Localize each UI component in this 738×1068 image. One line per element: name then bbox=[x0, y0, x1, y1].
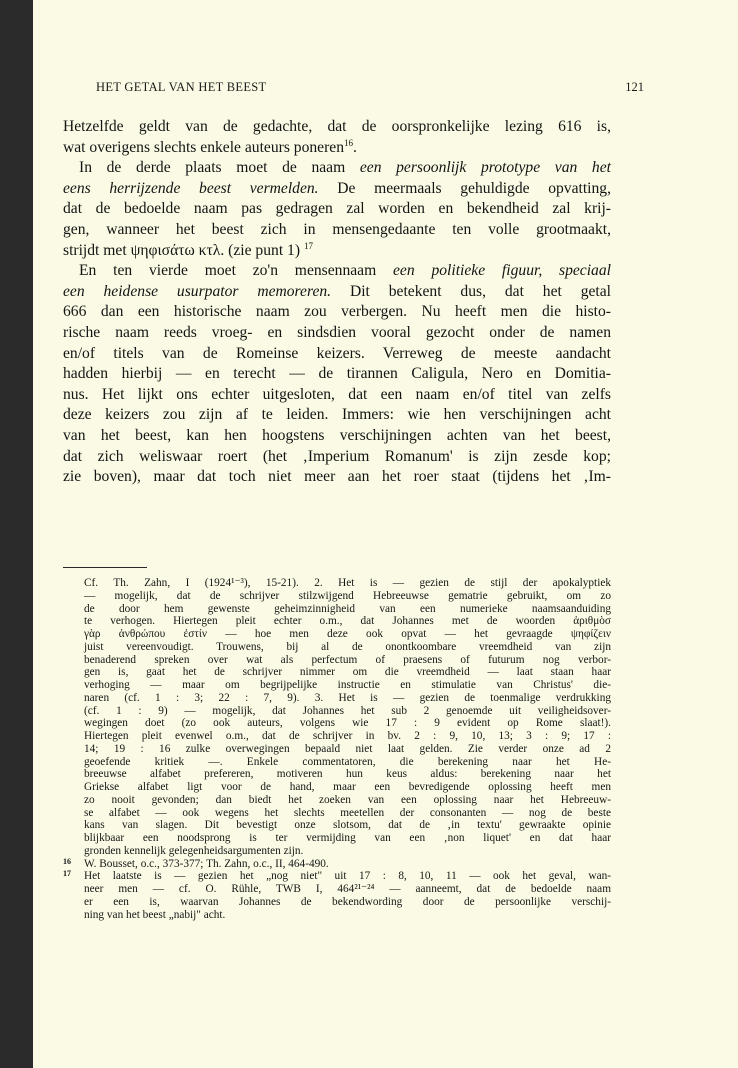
text-line: een heidense usurpator memoreren. Dit betekent dus, dat het getal bbox=[63, 282, 611, 300]
footnote-line: er een is, waarvan Johannes de bekendwording door de persoonlijke verschij- bbox=[84, 895, 611, 908]
footnote-continuation bbox=[63, 577, 611, 858]
italic-phrase: eens herrijzende beest vermelden. bbox=[63, 179, 319, 197]
footnote-ref: 16 bbox=[344, 137, 354, 148]
footnote-line: Het laatste is — gezien het „nog niet" uit 17 : 8, 10, 11 — ook het geval, wan- bbox=[84, 870, 611, 883]
italic-phrase: een persoonlijk prototype van het bbox=[359, 159, 611, 177]
footnote-line: — mogelijk, dat de schrijver stilzwijgend Hebreeuwse gematrie gebruikt, om zo bbox=[84, 589, 611, 602]
page-header bbox=[96, 80, 644, 100]
italic-phrase: een politieke figuur, speciaal bbox=[393, 262, 611, 280]
footnote-number: 16 bbox=[63, 856, 71, 866]
footnote-line: Hiertegen pleit evenwel o.m., dat de schrijver in bv. 2 : 9, 10, 13; 3 : 9; 17 : bbox=[84, 730, 611, 742]
text-line: strijdt met ψηφισάτω κτλ. (zie punt 1) $^{17}$ bbox=[63, 240, 313, 259]
footnote-line: breeuwse alfabet prefereren, motiveren hun keus aldus: berekening naar het bbox=[84, 768, 611, 781]
text-line: dat de bedoelde naam pas gedragen zal worden en bekendheid zal krij- bbox=[63, 200, 611, 218]
footnote-line: gronden kennelijk gelegenheidsargumenten zijn. bbox=[84, 844, 304, 857]
main-text bbox=[63, 117, 611, 488]
text-line: In de derde plaats moet de naam een persoonlijk prototype van het bbox=[79, 159, 611, 177]
text-line: nus. Het lijkt ons echter uitgesloten, dat een naam en/of titel van zelfs bbox=[63, 385, 611, 403]
footnote-number: 17 bbox=[63, 869, 71, 879]
text-line: van het beest, kan hen hoogstens verschijningen achten van het beest, bbox=[63, 426, 611, 444]
footnote-line: kans van slagen. Dit bevestigt onze slotsom, dat de ‚in textu' gewraakte opinie bbox=[84, 819, 611, 832]
text-line: gen, wanneer het beest zich in mensengedaante ten volle grootmaakt, bbox=[63, 220, 611, 238]
footnote-line: te verhogen. Hiertegen pleit echter o.m., dat Johannes met de woorden ἀριθμὸσ bbox=[84, 615, 611, 628]
footnote-line: 14; 19 : 16 zulke overwegingen bepaald niet laat gelden. Zie verder onze ad 2 bbox=[84, 742, 611, 755]
italic-phrase: een heidense usurpator memoreren. bbox=[63, 282, 332, 300]
footnote-line: benaderend spreken over wat als perfectum of praesens of futurum nog verbor- bbox=[84, 653, 611, 666]
footnote-line: zo nooit gevonden; dan biedt het zoeken van een oplossing naar het Hebreeuw- bbox=[84, 793, 611, 806]
footnote-line: gen is, gaat het de schrijver nimmer om die vreemdheid — laat staan haar bbox=[84, 666, 611, 679]
text-line: En ten vierde moet zo'n mensennaam een politieke figuur, speciaal bbox=[79, 262, 611, 280]
text-line: eens herrijzende beest vermelden. De meermaals gehuldigde opvatting, bbox=[63, 179, 611, 197]
footnote-line: Cf. Th. Zahn, I (1924¹⁻³), 15-21). 2. Het is — gezien de stijl der apokalyptiek bbox=[84, 577, 611, 589]
text-line: rische naam reeds vroeg- en sindsdien vooral gezocht onder de namen bbox=[63, 323, 611, 341]
running-title: HET GETAL VAN HET BEEST bbox=[96, 80, 267, 94]
footnote-line: verhoging — maar om begrijpelijke instructie en stimulatie van Christus' die- bbox=[84, 679, 611, 691]
text-line: dat zich weliswaar roert (het ‚Imperium Romanum' is zijn zesde kop; bbox=[63, 447, 611, 465]
text-line: deze keizers zou zijn af te leiden. Immers: wie hen verschijningen acht bbox=[63, 406, 611, 424]
footnote-line: (cf. 1 : 9) — mogelijk, dat Johannes het sub 2 genoemde uit veiligheidsover- bbox=[84, 704, 611, 717]
footnote-ref: 17 bbox=[303, 240, 313, 251]
footnote-line: naren (cf. 1 : 3; 22 : 7, 9). 3. Het is — gezien de toenmalige verdrukking bbox=[84, 691, 611, 704]
footnote-line: neer men — cf. O. Rühle, TWB I, 464²¹⁻²⁴ — aanneemt, dat de bedoelde naam bbox=[84, 883, 611, 895]
text-line: Hetzelfde geldt van de gedachte, dat de oorspronkelijke lezing 616 is, bbox=[63, 118, 611, 135]
text-line: 666 dan een historische naam zou verbergen. Nu heeft men die histo- bbox=[63, 303, 611, 321]
footnote-divider bbox=[63, 567, 147, 568]
text-line: zie boven), maar dat toch niet meer aan het roer staat (tijdens het ‚Im- bbox=[63, 468, 611, 486]
footnotes bbox=[63, 577, 611, 921]
footnote-16 bbox=[63, 858, 611, 871]
footnote-line: γὰρ ἀνθρώπου ἐστίν — hoe men deze ook opvat — het gevraagde ψηφίζειν bbox=[84, 628, 611, 640]
footnote-line: Griekse alfabet ligt voor de hand, maar een bevredigende oplossing heeft men bbox=[84, 781, 611, 793]
footnote-line: se alfabet — ook wegens het slechts meetellen der consonanten — nog de beste bbox=[84, 806, 611, 819]
page-number: 121 bbox=[625, 80, 644, 94]
footnote-line: juist vereenvoudigt. Trouwens, bij al de onontkoombare vreemdheid van zijn bbox=[84, 640, 611, 653]
footnote-line: geoefende kritiek —. Enkele commentatoren, die berekening naar het He- bbox=[84, 755, 611, 768]
text-line: hadden hierbij — en terecht — de tirannen Caligula, Nero en Domitia- bbox=[63, 365, 611, 383]
footnote-line: blijkbaar een noodsprong is ter vermijding van een ‚non liquet' en dat haar bbox=[84, 832, 611, 844]
footnote-line: W. Bousset, o.c., 373-377; Th. Zahn, o.c., II, 464-490. bbox=[84, 857, 329, 870]
footnote-line: ning van het beest „nabij" acht. bbox=[84, 908, 226, 921]
footnote-line: wegingen doet (zo ook auteurs, volgens wie 17 : 9 evident op Rome slaat!). bbox=[84, 717, 611, 730]
text-line: en/of titels van de Romeinse keizers. Verreweg de meeste aandacht bbox=[63, 344, 611, 362]
footnote-17 bbox=[63, 870, 611, 921]
text-line: wat overigens slechts enkele auteurs poneren$^{16}$. bbox=[63, 137, 357, 156]
footnote-line: de door hem gewenste geheimzinnigheid van een numerieke naamsaanduiding bbox=[84, 602, 611, 615]
